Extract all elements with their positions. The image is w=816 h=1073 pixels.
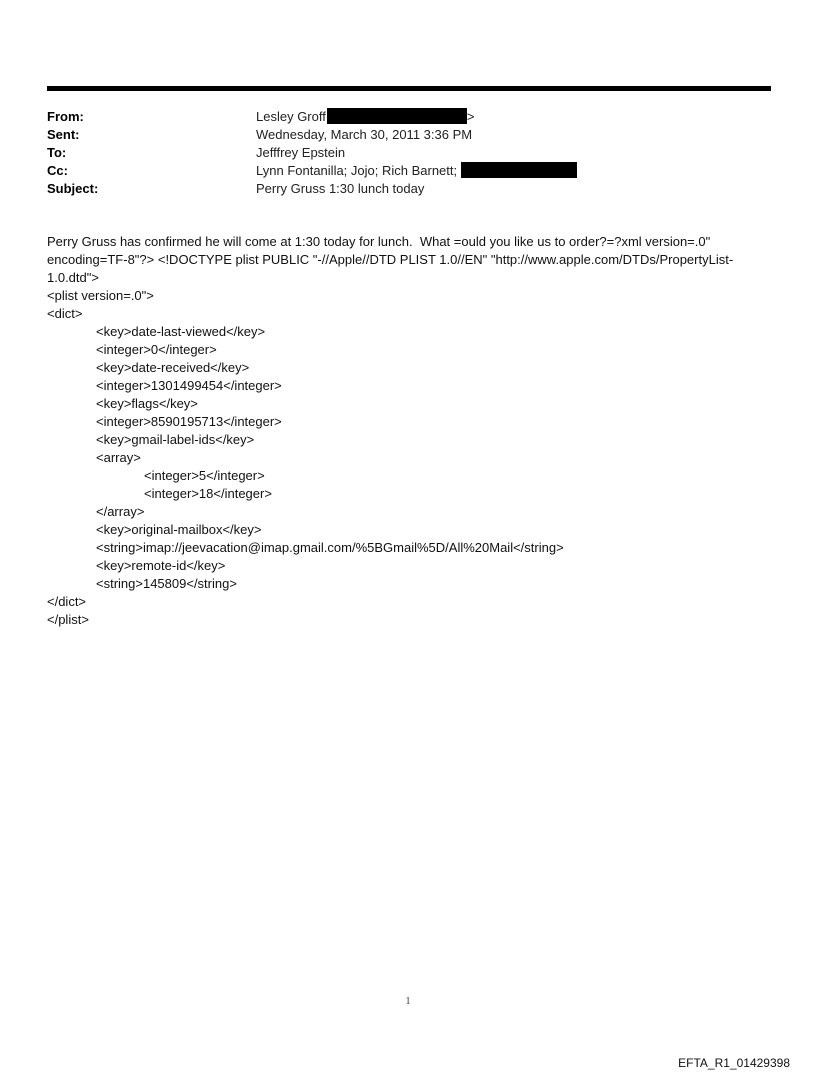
email-header	[47, 108, 771, 198]
plist-line: <key>gmail-label-ids</key>	[96, 432, 255, 447]
dict-open-line: <dict>	[47, 306, 83, 321]
to-value: Jefffrey Epstein	[256, 145, 346, 160]
plist-line: <string>145809</string>	[96, 576, 237, 591]
plist-line: <key>original-mailbox</key>	[96, 522, 262, 537]
sent-row	[47, 126, 771, 144]
page-number: 1	[405, 996, 411, 1007]
body-line: encoding=TF-8"?> <!DOCTYPE plist PUBLIC "-//Apple//DTD PLIST 1.0//EN" "http://www.apple.com/DTDs/PropertyList-	[47, 252, 734, 267]
email-body	[47, 233, 771, 629]
redaction-block	[461, 162, 577, 178]
sent-label: Sent:	[47, 127, 80, 142]
document-id: EFTA_R1_01429398	[678, 1056, 790, 1070]
plist-line: <integer>1301499454</integer>	[96, 378, 282, 393]
plist-line: <key>flags</key>	[96, 396, 198, 411]
body-line: 1.0.dtd">	[47, 270, 99, 285]
plist-line: <integer>8590195713</integer>	[96, 414, 282, 429]
subject-value: Perry Gruss 1:30 lunch today	[256, 181, 425, 196]
from-value	[256, 108, 474, 126]
plist-line: <key>remote-id</key>	[96, 558, 226, 573]
plist-close-line: </plist>	[47, 612, 89, 627]
subject-row	[47, 180, 771, 198]
cc-row	[47, 162, 771, 180]
plist-open-line: <plist version=.0">	[47, 288, 154, 303]
plist-line: <array>	[96, 450, 141, 465]
to-row	[47, 144, 771, 162]
cc-label: Cc:	[47, 163, 68, 178]
plist-line: <string>imap://jeevacation@imap.gmail.com/%5BGmail%5D/All%20Mail</string>	[96, 540, 564, 555]
plist-line: <integer>0</integer>	[96, 342, 217, 357]
dict-close-line: </dict>	[47, 594, 87, 609]
header-rule	[47, 86, 771, 91]
plist-line: <key>date-received</key>	[96, 360, 250, 375]
sent-value: Wednesday, March 30, 2011 3:36 PM	[256, 127, 473, 142]
plist-line: <key>date-last-viewed</key>	[96, 324, 266, 339]
from-name: Lesley Groff	[256, 109, 326, 124]
to-label: To:	[47, 145, 67, 160]
cc-names: Lynn Fontanilla; Jojo; Rich Barnett;	[256, 163, 458, 178]
cc-value	[256, 162, 577, 180]
from-label: From:	[47, 109, 84, 124]
redaction-block	[327, 108, 467, 124]
from-row	[47, 108, 771, 126]
subject-label: Subject:	[47, 181, 99, 196]
plist-line: </array>	[96, 504, 145, 519]
array-item-line: <integer>5</integer>	[144, 468, 265, 483]
from-trailing: >	[466, 109, 475, 124]
body-line: Perry Gruss has confirmed he will come at 1:30 today for lunch. What =ould you like us to order?=?xml version=.0"	[47, 234, 711, 249]
array-item-line: <integer>18</integer>	[144, 486, 272, 501]
